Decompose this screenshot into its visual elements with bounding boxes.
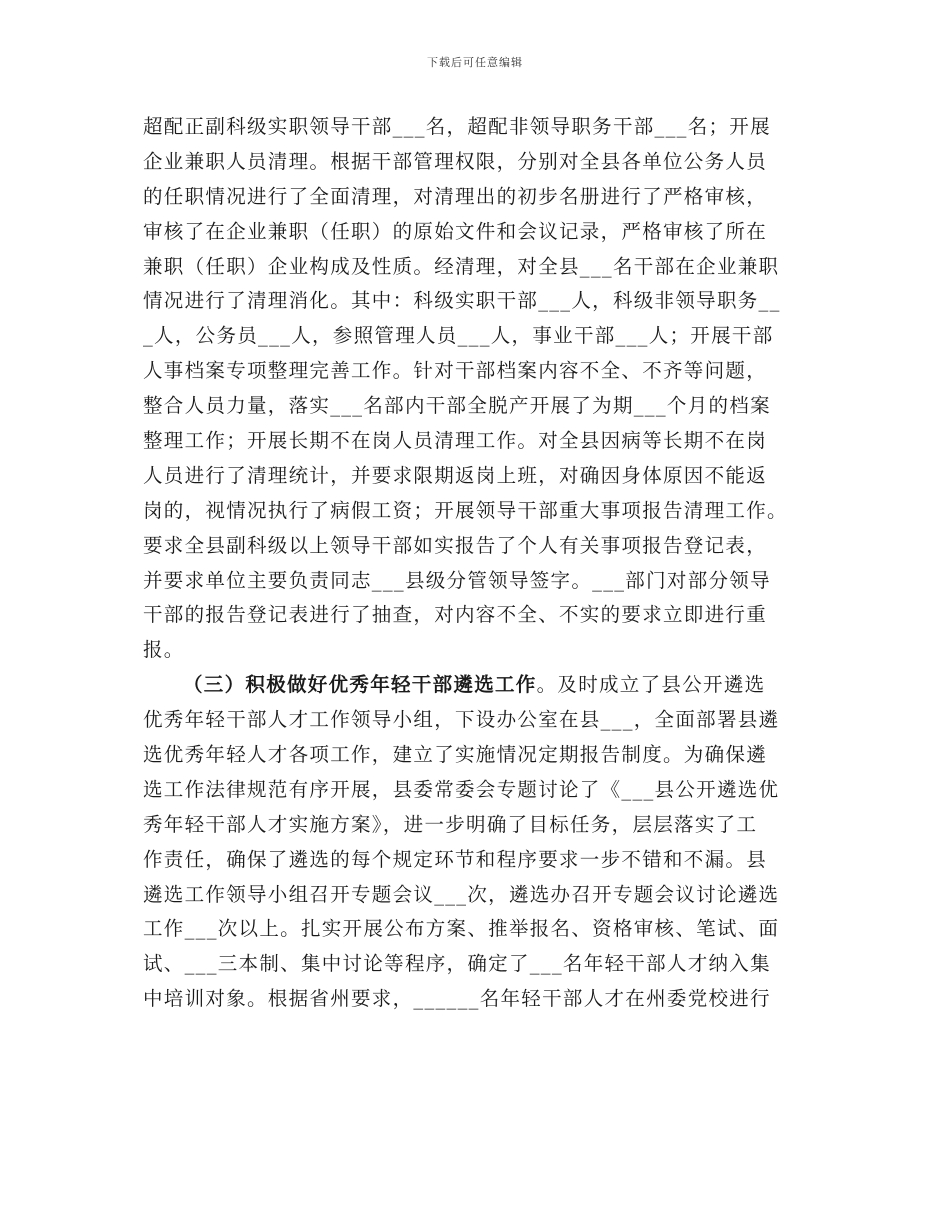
text-line: 的任职情况进行了全面清理，对清理出的初步名册进行了严格审核， [143,184,768,208]
text-line: 人事档案专项整理完善工作。针对干部档案内容不全、不齐等问题， [143,359,768,383]
text-line: 情况进行了清理消化。其中：科级实职干部___人，科级非领导职务__ [143,289,781,313]
section-heading: （三）积极做好优秀年轻干部遴选工作 [183,673,537,697]
text-line: 超配正副科级实职领导干部___名，超配非领导职务干部___名；开展 [143,115,771,138]
text-line: 审核了在企业兼职（任职）的原始文件和会议记录，严格审核了所在 [143,219,768,243]
text-line: 秀年轻干部人才实施方案》，进一步明确了目标任务，层层落实了工 [143,812,758,836]
text-line: 选优秀年轻人才各项工作，建立了实施情况定期报告制度。为确保遴 [143,743,768,767]
text-line: 工作___次以上。扎实开展公布方案、推举报名、资格审核、笔试、面 [143,917,780,941]
text-line: 干部的报告登记表进行了抽查，对内容不全、不实的要求立即进行重 [143,603,768,627]
text-line: 中培训对象。根据省州要求，______名年轻干部人才在州委党校进行 [143,987,771,1011]
text-line: 报。 [143,638,185,662]
text-line: 要求全县副科级以上领导干部如实报告了个人有关事项报告登记表， [143,533,768,557]
text-line: _人，公务员___人，参照管理人员___人，事业干部___人；开展干部 [143,324,774,348]
paragraph-staff-cleanup [143,110,833,668]
text-line: 作责任，确保了遴选的每个规定环节和程序要求一步不错和不漏。县 [143,847,768,871]
heading-continuation: 。及时成立了县公开遴选 [536,673,766,697]
text-line: 并要求单位主要负责同志___县级分管领导签字。___部门对部分领导 [143,568,771,592]
paragraph-young-cadre-selection [143,668,833,1017]
text-line: 优秀年轻干部人才工作领导小组，下设办公室在县___，全面部署县遴 [143,708,780,732]
text-line: 岗的，视情况执行了病假工资；开展领导干部重大事项报告清理工作。 [143,498,788,522]
text-line: 遴选工作领导小组召开专题会议___次，遴选办召开专题会议讨论遴选 [143,882,780,906]
document-body [143,110,833,1017]
text-line: 人员进行了清理统计，并要求限期返岗上班，对确因身体原因不能返 [143,463,768,487]
text-line-first [143,668,833,703]
page-header: 下载后可任意编辑 [427,56,523,69]
text-line: 试、___三本制、集中讨论等程序，确定了___名年轻干部人才纳入集 [143,952,771,976]
text-line: 兼职（任职）企业构成及性质。经清理，对全县___名干部在企业兼职 [143,254,780,278]
text-line: 企业兼职人员清理。根据干部管理权限，分别对全县各单位公务人员 [143,149,768,173]
text-line: 整合人员力量，落实___名部内干部全脱产开展了为期___个月的档案 [143,394,771,418]
text-line: 整理工作；开展长期不在岗人员清理工作。对全县因病等长期不在岗 [143,429,768,453]
text-line: 选工作法律规范有序开展，县委常委会专题讨论了《___县公开遴选优 [143,777,780,801]
